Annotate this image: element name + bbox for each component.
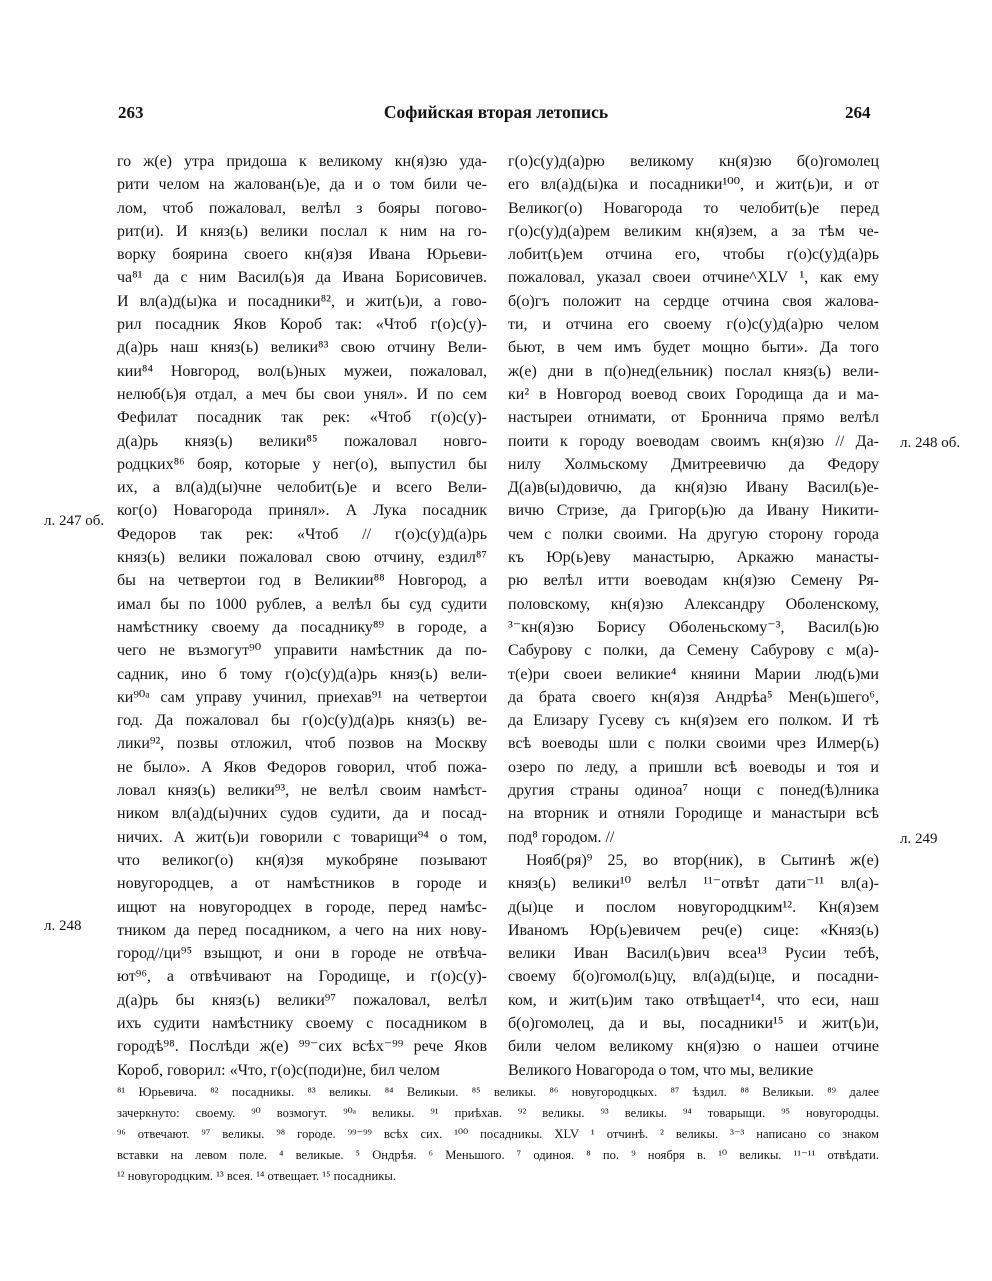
- text-line: намѣстнику своему да посаднику⁸⁹ в городе, а: [117, 618, 487, 636]
- text-line: д(а)рь бы княз(ь) велики⁹⁷ пожаловал, велѣл: [117, 991, 487, 1009]
- text-line: Короб, говорил: «Что, г(о)с(поди)не, бил челом: [117, 1061, 440, 1079]
- text-line: своему б(о)гомол(ь)цу, вл(а)д(ы)це, и посадни-: [508, 968, 879, 986]
- text-line: рю велѣл итти воеводам кн(я)зю Семену Ря-: [508, 572, 879, 590]
- footnote-line: ¹² новугородцким. ¹³ всея. ¹⁴ отвещает. ¹⁵ посадникы.: [117, 1169, 396, 1183]
- text-line: ищют на новугородцех в городе, перед намѣс-: [117, 898, 487, 916]
- text-line: ти, и отчина его своему г(о)с(у)д(а)рю челом: [508, 316, 879, 334]
- text-line: имал бы по 1000 рублев, а велѣл бы суд судити: [117, 595, 487, 613]
- text-line: другия страны одиноа⁷ нощи с понед(ѣ)лника: [508, 782, 879, 800]
- text-line: пожаловал, указал своеи отчине^XLV ¹, как ему: [508, 269, 879, 287]
- text-line: били челом великому кн(я)зю о нашеи отчине: [508, 1038, 879, 1056]
- margin-folio-note: л. 248 об.: [900, 435, 961, 451]
- text-line: кии⁸⁴ Новгород, вол(ь)ных мужеи, пожаловал,: [117, 362, 487, 380]
- text-line: рити челом на жалован(ь)е, да и о том били че-: [117, 176, 487, 194]
- text-line: княз(ь) велики¹⁰ велѣл ¹¹⁻отвѣт дати⁻¹¹ вл(а)-: [508, 875, 879, 893]
- margin-folio-note: л. 247 об.: [44, 513, 105, 529]
- text-line: т(е)ри своеи великие⁴ княини Марии люд(ь)ми: [508, 665, 879, 683]
- text-line: год. Да пожаловал бы г(о)с(у)д(а)рь княз(ь) ве-: [117, 712, 487, 730]
- text-line: всѣ воеводы шли с полки своими чрез Илмер(ь): [508, 735, 879, 753]
- footnote-line: вставки на левом поле. ⁴ великые. ⁵ Ондрѣя. ⁶ Меньшого. ⁷ одиноя. ⁸ по. ⁹ ноября в. ¹⁰ великы. ¹¹⁻¹¹ отвѣдати.: [117, 1148, 879, 1162]
- text-line: поити к городу воеводам своимъ кн(я)зю // Да-: [508, 432, 879, 450]
- text-line: лики⁹², позвы отложил, чтоб позвов на Москву: [117, 735, 487, 753]
- text-line: нилу Холмьскому Дмитреевичю да Федору: [508, 455, 879, 473]
- text-line: их, а вл(а)д(ы)чне челобит(ь)е и всего Вели-: [117, 479, 487, 497]
- text-line: ворку боярина своего кн(я)зя Ивана Юрьеви-: [117, 246, 487, 264]
- text-line: ки² в Новгород воевод своих Городища да и ма-: [508, 385, 879, 403]
- text-line: чего не възмогут⁹⁰ управити намѣстник да по-: [117, 642, 487, 660]
- text-line: настыреи отнимати, от Броннича прямо велѣл: [508, 409, 879, 427]
- left-text-column: [117, 150, 487, 1082]
- text-line: город//ци⁹⁵ взыщют, и они в городе не отвѣча-: [117, 945, 487, 963]
- text-line: рил посадник Яков Короб так: «Чтоб г(о)с(у)-: [117, 316, 487, 334]
- text-line: не было». А Яков Федоров говорил, чтоб пожа-: [117, 758, 487, 776]
- text-line: что великог(о) кн(я)зя мукобряне позывают: [117, 851, 487, 869]
- text-line: велики Иван Васил(ь)вич всеа¹³ Русии тебѣ,: [508, 945, 879, 963]
- footnotes: [117, 1082, 879, 1187]
- text-line: Нояб(ря)⁹ 25, во втор(ник), в Сытинѣ ж(е): [526, 851, 879, 869]
- margin-folio-note: л. 249: [900, 831, 938, 847]
- text-line: ж(е) дни в п(о)нед(ельник) послал княз(ь) вели-: [508, 362, 879, 380]
- page-number-right: 264: [845, 103, 871, 122]
- text-line: озеро по леду, а пришли всѣ воеводы и тоя и: [508, 758, 879, 776]
- text-line: половскому, кн(я)зю Александру Оболенскому,: [508, 595, 879, 613]
- text-line: Сабурову с полки, да Семену Сабурову с м(а)-: [508, 642, 879, 660]
- text-line: чем с полки своими. На другую сторону города: [508, 525, 879, 543]
- text-line: Федоров так рек: «Чтоб // г(о)с(у)д(а)рь: [117, 525, 487, 543]
- text-line: д(ы)це и послом новугородцким¹². Кн(я)зем: [508, 898, 879, 916]
- text-line: Д(а)в(ы)довичю, да кн(я)зю Ивану Васил(ь)е-: [508, 479, 879, 497]
- text-line: д(а)рь княз(ь) велики⁸⁵ пожаловал новго-: [117, 432, 487, 450]
- text-line: б(о)гомолец, да и вы, посадники¹⁵ и жит(ь)и,: [508, 1014, 879, 1032]
- text-line: г(о)с(у)д(а)рю великому кн(я)зю б(о)гомолец: [508, 153, 879, 170]
- footnote-line: зачеркнуто: своему. ⁹⁰ возмогут. ⁹⁰ᵃ великы. ⁹¹ приѣхав. ⁹² великы. ⁹³ великы. ⁹⁴ товарыщи. ⁹⁵ новугородцы.: [117, 1106, 879, 1120]
- text-line: ком, и жит(ь)им тако отвѣщает¹⁴, что еси, наш: [508, 991, 879, 1009]
- text-line: бы на четвертои год в Великии⁸⁸ Новгород, а: [117, 572, 487, 590]
- text-line: ча⁸¹ да с ним Васил(ь)я да Ивана Борисовичев.: [117, 269, 487, 287]
- text-line: ³⁻кн(я)зю Борису Оболеньскому⁻³, Васил(ь)ю: [508, 618, 879, 636]
- text-line: лом, чтоб пожаловал, велѣл з бояры погово-: [117, 199, 487, 217]
- text-line: Иваномъ Юр(ь)евичем реч(е) сице: «Княз(ь): [508, 921, 879, 939]
- text-line: родцких⁸⁶ бояр, которые у нег(о), выпустил бы: [117, 455, 487, 473]
- text-line: г(о)с(у)д(а)рем великим кн(я)зем, а за тѣм че-: [508, 222, 879, 240]
- text-line: ихъ судити намѣстнику своему с посадником в: [117, 1014, 487, 1032]
- text-line: го ж(е) утра придоша к великому кн(я)зю уда-: [117, 153, 487, 170]
- text-line: рит(и). И княз(ь) велики послал к ним на го-: [117, 222, 487, 240]
- text-line: лобит(ь)ем отчина его, чтобы г(о)с(у)д(а)рь: [508, 246, 879, 264]
- text-line: садник, ино б тому г(о)с(у)д(а)рь княз(ь) вели-: [117, 665, 487, 683]
- text-line: нелюб(ь)я отдал, а меч бы свои унял». И по сем: [117, 385, 487, 403]
- text-line: ког(о) Новагорода принял». А Лука посадник: [117, 502, 487, 520]
- text-line: Великого Новагорода о том, что мы, великие: [508, 1061, 814, 1079]
- text-line: Великог(о) Новагорода то челобит(ь)е перед: [508, 199, 879, 217]
- text-line: ют⁹⁶, а отвѣчивают на Городище, и г(о)с(у)-: [117, 968, 487, 986]
- text-line: Фефилат посадник так рек: «Чтоб г(о)с(у)-: [117, 409, 487, 427]
- page-number-left: 263: [118, 103, 144, 122]
- text-line: И вл(а)д(ы)ка и посадники⁸², и жит(ь)и, а гово-: [117, 292, 487, 310]
- text-line: да брата своего кн(я)зя Андрѣа⁵ Мен(ь)шего⁶,: [508, 688, 879, 706]
- text-line: б(о)гъ положит на сердце отчина своя жалова-: [508, 292, 879, 310]
- text-line: под⁸ городом. //: [508, 828, 615, 846]
- text-line: вичю Стризе, да Григор(ь)ю да Ивану Никити-: [508, 502, 879, 520]
- running-title: Софийская вторая летопись: [383, 102, 609, 122]
- text-line: новугородцев, а от намѣстников в городе и: [117, 875, 487, 893]
- text-line: городѣ⁹⁸. Послѣди ж(е) ⁹⁹⁻сих всѣх⁻⁹⁹ рече Яков: [117, 1038, 487, 1056]
- footnote-line: ⁸¹ Юрьевича. ⁸² посадникы. ⁸³ великы. ⁸⁴ Великыи. ⁸⁵ великы. ⁸⁶ новугородцкых. ⁸⁷ ѣздил. ⁸⁸ Великыи. ⁸⁹ далее: [117, 1085, 879, 1099]
- text-line: къ Юр(ь)еву манастырю, Аркажю манасты-: [508, 549, 879, 567]
- text-line: тником да перед посадником, а чего на них нову-: [117, 921, 487, 939]
- text-line: д(а)рь наш княз(ь) велики⁸³ свою отчину Вели-: [117, 339, 487, 357]
- text-line: ловал княз(ь) велики⁹³, не велѣл своим намѣст-: [117, 782, 487, 800]
- text-line: на вторник и отняли Городище и манастыри всѣ: [508, 805, 879, 823]
- right-text-column: [508, 150, 879, 1082]
- text-line: ником вл(а)д(ы)чних судов судити, да и посад-: [117, 805, 487, 823]
- margin-folio-note: л. 248: [44, 918, 82, 934]
- footnote-line: ⁹⁶ отвечают. ⁹⁷ великы. ⁹⁸ городе. ⁹⁹⁻⁹⁹ всѣх сих. ¹⁰⁰ посадникы. XLV ¹ отчинѣ. ² великы. ³⁻³ написано со знаком: [117, 1127, 879, 1141]
- text-line: бьют, в чем имъ будет мощно быти». Да того: [508, 339, 879, 357]
- text-line: да Елизару Гусеву съ кн(я)зем его полком. И тѣ: [508, 712, 879, 730]
- text-line: ничих. А жит(ь)и говорили с товарищи⁹⁴ о том,: [117, 828, 487, 846]
- text-line: княз(ь) велики пожаловал свою отчину, ездил⁸⁷: [117, 549, 487, 567]
- text-line: ки⁹⁰ᵃ сам управу учинил, приехав⁹¹ на четвертои: [117, 688, 487, 706]
- text-line: его вл(а)д(ы)ка и посадники¹⁰⁰, и жит(ь)и, и от: [508, 176, 879, 194]
